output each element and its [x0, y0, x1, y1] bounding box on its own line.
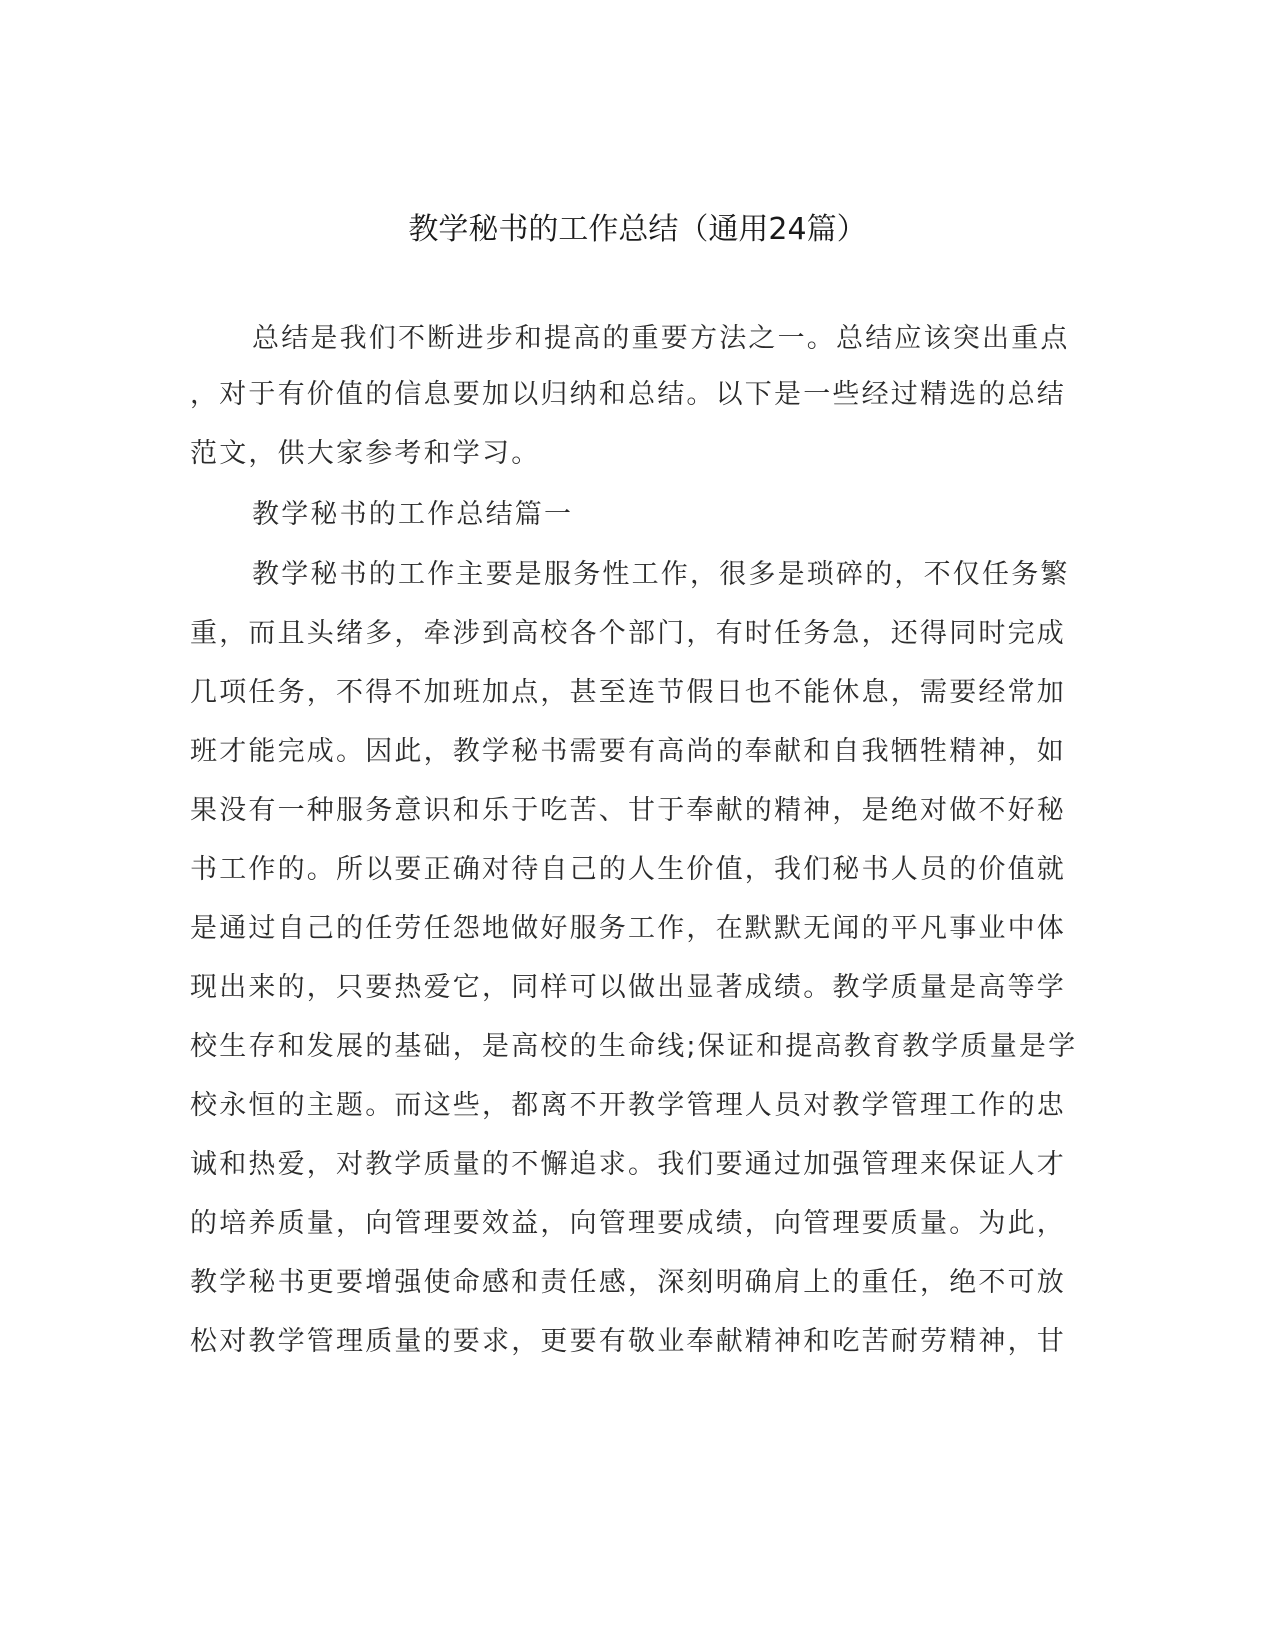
section-heading: 教学秘书的工作总结篇一 [252, 499, 574, 530]
paragraph-line: 书工作的。所以要正确对待自己的人生价值，我们秘书人员的价值就 [190, 854, 1066, 885]
paragraph-line: 范文，供大家参考和学习。 [190, 438, 541, 469]
paragraph-line: 校永恒的主题。而这些，都离不开教学管理人员对教学管理工作的忠 [190, 1090, 1066, 1121]
paragraph-line: 教学秘书更要增强使命感和责任感，深刻明确肩上的重任，绝不可放 [190, 1267, 1066, 1298]
paragraph-line: 几项任务，不得不加班加点，甚至连节假日也不能休息，需要经常加 [190, 677, 1066, 708]
paragraph-line: 重，而且头绪多，牵涉到高校各个部门，有时任务急，还得同时完成 [190, 618, 1066, 649]
paragraph-line: 班才能完成。因此，教学秘书需要有高尚的奉献和自我牺牲精神，如 [190, 736, 1066, 767]
paragraph-line: 现出来的，只要热爱它，同样可以做出显著成绩。教学质量是高等学 [190, 972, 1066, 1003]
paragraph-line: 教学秘书的工作主要是服务性工作，很多是琐碎的，不仅任务繁 [252, 559, 1070, 590]
paragraph-line: 果没有一种服务意识和乐于吃苦、甘于奉献的精神，是绝对做不好秘 [190, 795, 1066, 826]
paragraph-line: 松对教学管理质量的要求，更要有敬业奉献精神和吃苦耐劳精神，甘 [190, 1326, 1066, 1357]
paragraph-line: 的培养质量，向管理要效益，向管理要成绩，向管理要质量。为此， [190, 1208, 1066, 1239]
paragraph-line: 诚和热爱，对教学质量的不懈追求。我们要通过加强管理来保证人才 [190, 1149, 1066, 1180]
paragraph-line: 校生存和发展的基础，是高校的生命线;保证和提高教育教学质量是学 [190, 1031, 1078, 1062]
document-title: 教学秘书的工作总结（通用24篇） [408, 212, 867, 247]
paragraph-line: 是通过自己的任劳任怨地做好服务工作，在默默无闻的平凡事业中体 [190, 913, 1066, 944]
paragraph-line: 总结是我们不断进步和提高的重要方法之一。总结应该突出重点 [252, 323, 1070, 354]
paragraph-line: ，对于有价值的信息要加以归纳和总结。以下是一些经过精选的总结 [190, 379, 1066, 410]
